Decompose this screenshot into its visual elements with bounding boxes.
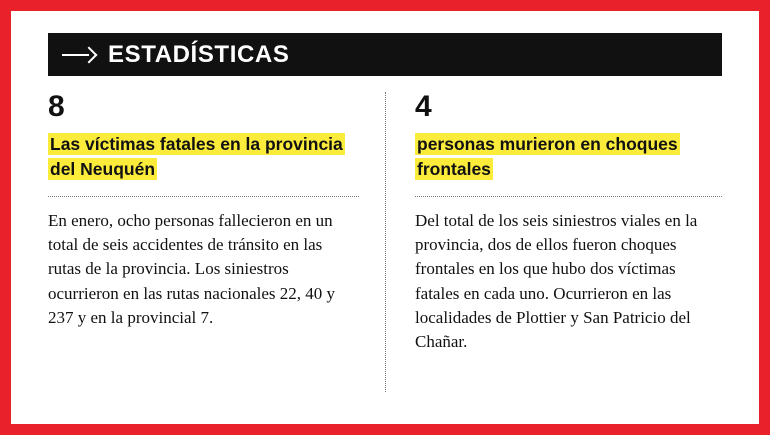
stat-body-text: Del total de los seis siniestros viales en la provincia, dos de ellos fueron choques frontales en los que hubo dos víctimas fatales en cada uno. Ocurrieron en las localidades de Plottier y San Patricio del Chañar. [415,210,698,352]
stat-number: 4 [415,90,432,123]
vertical-divider [385,92,386,392]
stat-number: 8 [48,90,65,123]
infographic-inner [22,22,748,413]
stat-body [415,209,715,355]
column-left [48,92,385,392]
stat-body-text: En enero, ocho personas fallecieron en un total de seis accidentes de tránsito en las rutas de la provincia. Los siniestros ocurrieron en las rutas nacionales 22, 40 y 237 y en la provincial 7. [48,210,336,327]
dotted-divider [415,196,722,197]
dotted-divider [48,196,359,197]
column-right [385,92,722,392]
stat-headline-text: Las víctimas fatales en la provincia del Neuquén [50,134,343,179]
stat-body [48,209,348,330]
page-title: ESTADÍSTICAS [108,40,290,68]
arrow-right-icon [62,45,96,65]
stat-headline [415,132,715,182]
columns-container [48,92,722,392]
header-bar [48,33,722,76]
stat-headline-text: personas murieron en choques frontales [417,134,678,179]
stat-headline [48,132,348,182]
